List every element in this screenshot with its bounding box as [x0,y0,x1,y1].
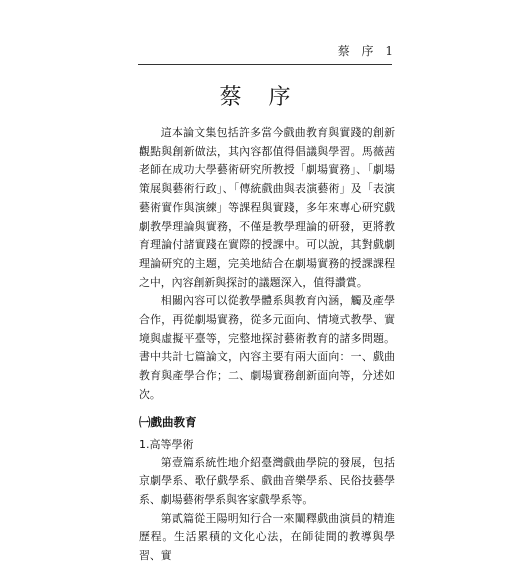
running-header: 蔡 序 1 [337,44,397,58]
section-heading: ㈠戲曲教育 [139,414,197,429]
paragraph-2: 相關內容可以從教學體系與教育內涵，觸及產學合作，再從劇場實務，從多元面向、情境式教學、實境與虛擬平臺等，完整地探討藝術教育的諸多問題。書中共計七篇論文，內容主要有兩大面向：一、戲曲教育與產學合作；二、劇場實務創新面向等，分述如次。 [139,294,395,401]
paragraph-3: 第壹篇系統性地介紹臺灣戲曲學院的發展，包括京劇學系、歌仔戲學系、戲曲音樂學系、民俗技藝學系、劇場藝術學系與客家戲學系等。 [139,455,395,506]
preface-title: 蔡 序 [219,85,301,110]
header-rule [138,64,392,65]
paragraph-4: 第貳篇從王陽明知行合一來闡釋戲曲演員的精進歷程。生活累積的文化心法，在師徒間的教導與學習、實 [139,511,395,563]
sub-heading: 1.高等學術 [139,437,194,451]
paragraph-1: 這本論文集包括許多當今戲曲教育與實踐的創新觀點與創新做法，其內容都值得倡議與學習。馬薇茜老師在成功大學藝術研究所教授「劇場實務」、「劇場策展與藝術行政」、「傳統戲曲與表演藝術」及「表演藝術實作與演練」等課程與實踐，多年來專心研究戲劇教學理論與實務，不僅是教學理論的研發，更將教育理論付諸實踐在實際的授課中。可以說，其對戲劇理論研究的主題，完美地結合在劇場實務的授課課程之中，內容創新與探討的議題深入，值得讚賞。 [139,126,395,289]
